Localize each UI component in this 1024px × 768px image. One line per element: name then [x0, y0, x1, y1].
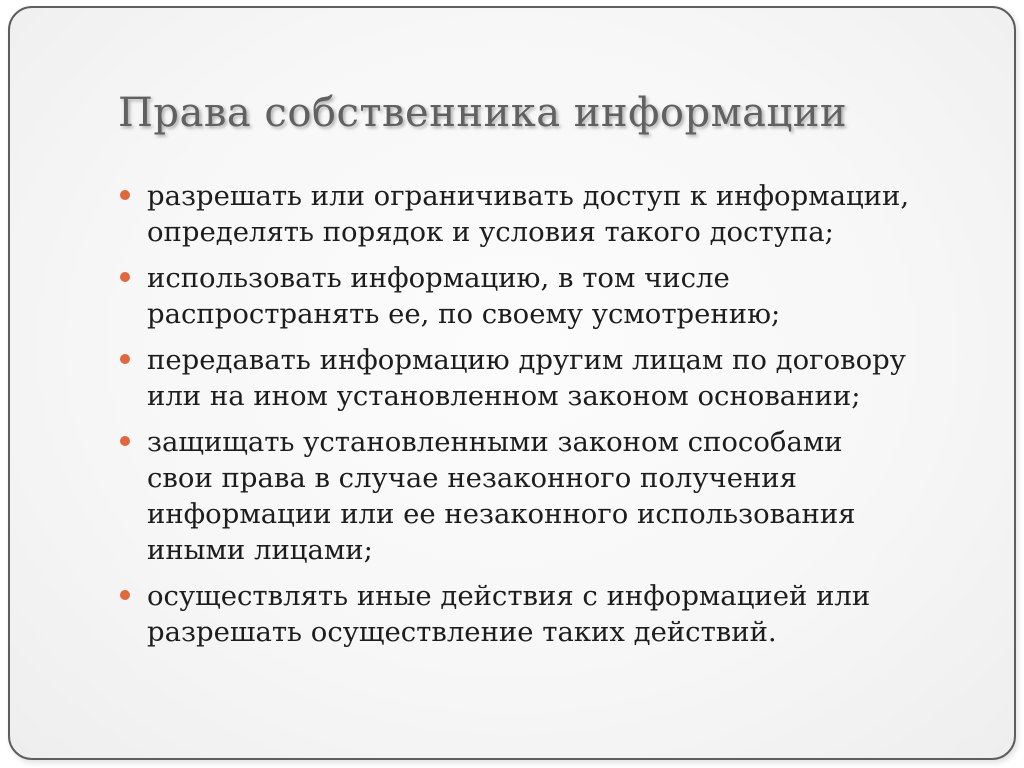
bullet-item: [118, 424, 974, 568]
bullet-icon: [120, 272, 130, 282]
slide: [8, 6, 1016, 760]
bullet-line: свои права в случае незаконного получения: [147, 462, 797, 494]
bullet-line: определять порядок и условия такого доступа;: [147, 216, 834, 248]
bullet-list: [118, 178, 974, 660]
bullet-item: [118, 178, 974, 250]
bullet-item: [118, 578, 974, 650]
bullet-item: [118, 342, 974, 414]
bullet-line: информации или ее незаконного использования: [147, 498, 856, 530]
bullet-line: осуществлять иные действия с информацией или: [147, 580, 871, 612]
bullet-line: передавать информацию другим лицам по договору: [147, 344, 906, 376]
bullet-line: разрешать осуществление таких действий.: [147, 616, 777, 648]
bullet-icon: [120, 436, 130, 446]
bullet-line: распространять ее, по своему усмотрению;: [147, 298, 781, 330]
bullet-line: защищать установленными законом способами: [147, 426, 843, 458]
bullet-line: или на ином установленном законом основании;: [147, 380, 861, 412]
bullet-line: использовать информацию, в том числе: [147, 262, 730, 294]
bullet-icon: [120, 590, 130, 600]
bullet-line: иными лицами;: [147, 534, 373, 566]
bullet-icon: [120, 190, 130, 200]
slide-title: Права собственника информации: [118, 90, 848, 136]
bullet-icon: [120, 354, 130, 364]
bullet-item: [118, 260, 974, 332]
bullet-line: разрешать или ограничивать доступ к информации,: [147, 180, 910, 212]
